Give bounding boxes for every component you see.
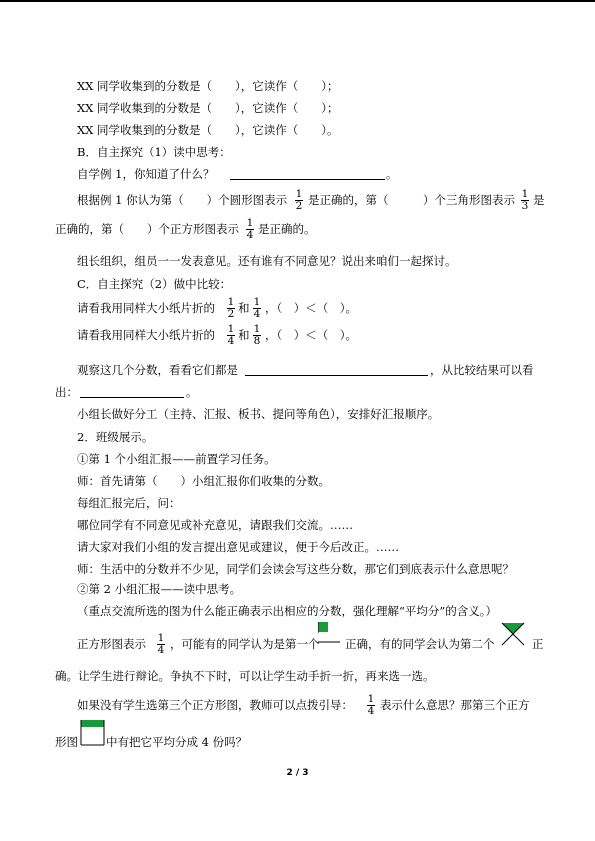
top-border	[0, 0, 595, 2]
section-heading	[0, 273, 595, 295]
text: 请看我用同样大小纸片折的	[77, 328, 215, 342]
text: 是正确的。	[258, 222, 316, 236]
line	[0, 629, 595, 659]
fraction: $\frac{1}{4}$	[246, 216, 254, 241]
square-shape-one	[318, 622, 342, 653]
text: 小组长做好分工（主持、汇报、板书、提问等角色），安排好汇报顺序。	[77, 407, 440, 421]
line	[0, 189, 595, 211]
text: 是正确的，第（ ）个三角形图表示	[308, 193, 515, 207]
answer-blank[interactable]	[80, 385, 184, 398]
text: 形图	[55, 735, 78, 749]
text: 表示什么意思？那第三个正方	[380, 698, 530, 712]
text: 出：	[55, 385, 78, 399]
line	[0, 359, 595, 381]
text: 观察这几个分数，看看它们都是	[77, 363, 238, 377]
text: 是	[533, 193, 545, 207]
text: ②第 2 小组汇报——读中思考。	[77, 582, 242, 596]
text: 。	[386, 167, 398, 181]
line	[0, 558, 595, 580]
answer-blank[interactable]	[245, 363, 428, 376]
text: 如果没有学生选第三个正方形图，教师可以点拨引导：	[77, 698, 353, 712]
line	[0, 97, 595, 119]
line	[0, 514, 595, 536]
answer-blank[interactable]	[230, 167, 385, 180]
line	[0, 448, 595, 470]
fraction: $\frac{1}{2}$	[295, 187, 303, 212]
line	[0, 536, 595, 558]
section-heading	[0, 426, 595, 448]
section-heading	[0, 141, 595, 163]
line	[0, 163, 595, 185]
text: 确。让学生进行辩论。争执不下时，可以让学生动手折一折，再来选一选。	[55, 669, 435, 683]
line	[0, 75, 595, 97]
text: 请大家对我们小组的发言提出意见或建议，便于今后改正。……	[77, 540, 399, 554]
text: XX 同学收集到的分数是（ ），它读作（ ）；	[77, 101, 339, 115]
text: ，（ ）＜（ ）。	[265, 301, 357, 315]
fraction: $\frac{1}{4}$	[367, 692, 375, 717]
line	[0, 381, 595, 403]
line	[0, 297, 595, 319]
text: 正	[532, 637, 544, 651]
line	[0, 250, 595, 272]
text: ①第 1 个小组汇报——前置学习任务。	[77, 452, 276, 466]
text: 正确，有的同学会认为第二个	[345, 637, 495, 651]
line	[0, 727, 595, 757]
text: 和	[238, 301, 250, 315]
line	[0, 470, 595, 492]
line	[0, 218, 595, 240]
text: 师：首先请第（ ）小组汇报你们收集的分数。	[77, 474, 330, 488]
text: 组长组织，组员一一发表意见。还有谁有不同意见？说出来咱们一起探讨。	[77, 254, 457, 268]
line	[0, 578, 595, 600]
text: （重点交流所选的图为什么能正确表示出相应的分数，强化理解“平均分”的含义。）	[77, 604, 498, 618]
text: 正确的，第（ ）个正方形图表示	[55, 222, 239, 236]
fraction: $\frac{1}{4}$	[227, 322, 235, 347]
text: 每组汇报完后，问：	[77, 496, 181, 510]
square-shape-two	[501, 622, 527, 655]
text: ，（ ）＜（ ）。	[265, 328, 357, 342]
text: 根据例 1 你认为第（ ）个圆形图表示	[77, 193, 288, 207]
fraction: $\frac{1}{8}$	[253, 322, 261, 347]
fraction: $\frac{1}{4}$	[253, 295, 261, 320]
text: 自学例 1，你知道了什么？	[77, 167, 215, 181]
fraction: $\frac{1}{2}$	[227, 295, 235, 320]
line	[0, 403, 595, 425]
text: 。	[186, 385, 198, 399]
text: C．自主探究（2）做中比较：	[77, 277, 232, 291]
square-shape-three	[80, 719, 106, 756]
line	[0, 492, 595, 514]
fraction: $\frac{1}{4}$	[157, 631, 165, 656]
line	[0, 692, 595, 720]
line	[0, 600, 595, 622]
text: ，从比较结果可以看	[430, 363, 534, 377]
fraction: $\frac{1}{3}$	[521, 187, 529, 212]
line	[0, 324, 595, 346]
text: XX 同学收集到的分数是（ ），它读作（ ）；	[77, 79, 339, 93]
text: 师：生活中的分数并不少见，同学们会读会写这些分数，那它们到底表示什么意思呢？	[77, 562, 514, 576]
text: B．自主探究（1）读中思考：	[77, 145, 231, 159]
text: 正方形图表示	[77, 637, 146, 651]
text: 2．班级展示。	[77, 430, 154, 444]
text: 和	[238, 328, 250, 342]
text: 中有把它平均分成 4 份吗？	[106, 735, 248, 749]
line	[0, 119, 595, 141]
text: 哪位同学有不同意见或补充意见，请跟我们交流。……	[77, 518, 353, 532]
text: XX 同学收集到的分数是（ ），它读作（ ）。	[77, 123, 339, 137]
text: 请看我用同样大小纸片折的	[77, 301, 215, 315]
page-number: 2 / 3	[286, 768, 309, 778]
text: ，可能有的同学认为是第一个	[170, 637, 320, 651]
line	[0, 665, 595, 687]
